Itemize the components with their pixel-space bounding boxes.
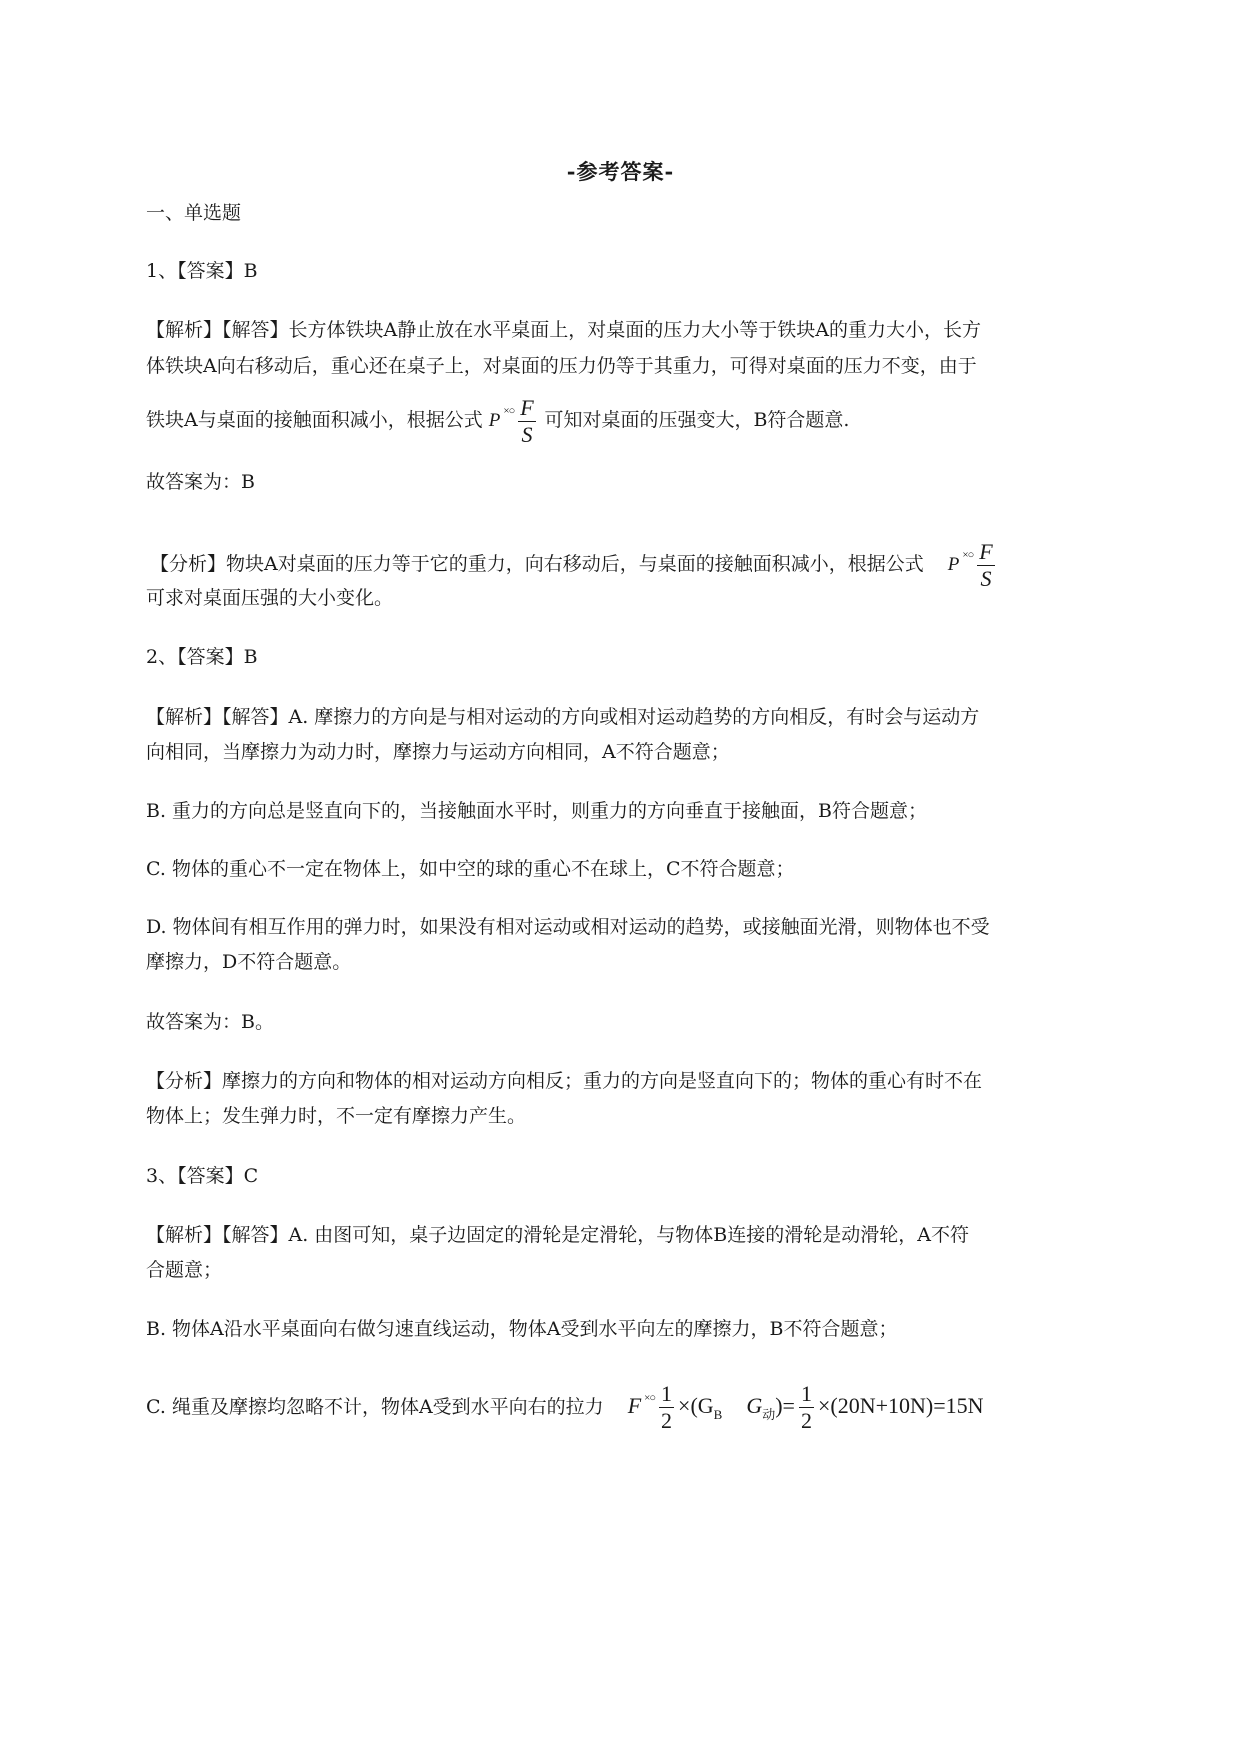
formula-f: F (627, 1393, 642, 1418)
formula-half-denominator: 2 (661, 1408, 673, 1434)
q3-option-c-text: C. 绳重及摩擦均忽略不计，物体A受到水平向右的拉力 (146, 1396, 604, 1418)
q2-fenxi-line2: 物体上；发生弹力时，不一定有摩擦力产生。 (146, 1105, 527, 1127)
q1-analysis-line1: 【解析】【解答】长方体铁块A静止放在水平桌面上，对桌面的压力大小等于铁块A的重力大小，长方 (146, 319, 981, 341)
q3-answer: 3、【答案】C (146, 1165, 259, 1187)
q3-option-b: B. 物体A沿水平桌面向右做匀速直线运动，物体A受到水平向左的摩擦力，B不符合题意； (146, 1318, 898, 1340)
formula-sub-dong: 动 (762, 1407, 776, 1422)
formula-numerator: F (979, 539, 993, 565)
q3-option-c (146, 1370, 1146, 1443)
formula-p: P (947, 554, 960, 575)
formula-p: P (488, 410, 501, 431)
q1-analysis-text: 铁块A与桌面的接触面积减小，根据公式 (146, 409, 483, 431)
formula-g-dong: G (746, 1393, 763, 1418)
formula-half-denominator: 2 (800, 1408, 812, 1434)
section-heading: 一、单选题 (146, 202, 242, 224)
pressure-formula-2 (947, 539, 999, 592)
formula-denominator: S (521, 422, 533, 448)
formula-half (659, 1381, 674, 1434)
q1-analysis-text-end: 可知对桌面的压强变大，B符合题意. (544, 409, 850, 431)
q2-conclusion: 故答案为：B。 (146, 1011, 274, 1033)
q2-option-d-line1: D. 物体间有相互作用的弹力时，如果没有相对运动或相对运动的趋势，或接触面光滑，则物体也不受 (146, 916, 990, 938)
pressure-formula (488, 395, 545, 448)
q2-jiexi-line2: 向相同，当摩擦力为动力时，摩擦力与运动方向相同，A不符合题意； (146, 741, 730, 763)
q2-answer: 2、【答案】B (146, 646, 258, 668)
q2-option-c: C. 物体的重心不一定在物体上，如中空的球的重心不在球上，C不符合题意； (146, 858, 795, 880)
formula-times-g: ×(G (678, 1393, 714, 1418)
formula-fraction (518, 395, 535, 448)
q1-fenxi-line1 (150, 530, 1150, 592)
q3-jiexi-line1: 【解析】【解答】A. 由图可知，桌子边固定的滑轮是定滑轮，与物体B连接的滑轮是动滑轮，A不符 (146, 1224, 969, 1246)
q1-analysis-line2: 体铁块A向右移动后，重心还在桌子上，对桌面的压力仍等于其重力，可得对桌面的压力不变，由于 (146, 355, 977, 377)
formula-half-numerator: 1 (800, 1381, 812, 1407)
page-title: -参考答案- (566, 159, 675, 184)
q1-fenxi-text: 【分析】物块A对桌面的压力等于它的重力，向右移动后，与桌面的接触面积减小，根据公式 (150, 553, 924, 575)
formula-symbol: ×○ (644, 1392, 656, 1404)
q2-fenxi-line1: 【分析】摩擦力的方向和物体的相对运动方向相反；重力的方向是竖直向下的；物体的重心有时不在 (146, 1070, 983, 1092)
q2-option-b: B. 重力的方向总是竖直向下的，当接触面水平时，则重力的方向垂直于接触面，B符合题意； (146, 800, 928, 822)
formula-half-numerator: 1 (661, 1381, 673, 1407)
q2-jiexi-line1: 【解析】【解答】A. 摩擦力的方向是与相对运动的方向或相对运动趋势的方向相反，有时会与运动方 (146, 706, 980, 728)
q1-analysis-line3 (146, 386, 1146, 448)
formula-numerator: F (520, 395, 534, 421)
formula-denominator: S (980, 566, 992, 592)
formula-symbol: ×○ (962, 549, 974, 561)
q3-jiexi-line2: 合题意； (146, 1259, 223, 1281)
q1-fenxi-line2: 可求对桌面压强的大小变化。 (146, 587, 394, 609)
formula-symbol: ×○ (503, 405, 515, 417)
tension-formula (627, 1381, 984, 1434)
formula-sub-b: B (713, 1407, 723, 1422)
formula-half-2 (799, 1381, 814, 1434)
q2-option-d-line2: 摩擦力，D不符合题意。 (146, 951, 352, 973)
q1-conclusion: 故答案为：B (146, 471, 255, 493)
formula-result: ×(20N+10N)=15N (817, 1393, 984, 1418)
q1-answer: 1、【答案】B (146, 260, 258, 282)
formula-equals: )= (775, 1393, 795, 1418)
